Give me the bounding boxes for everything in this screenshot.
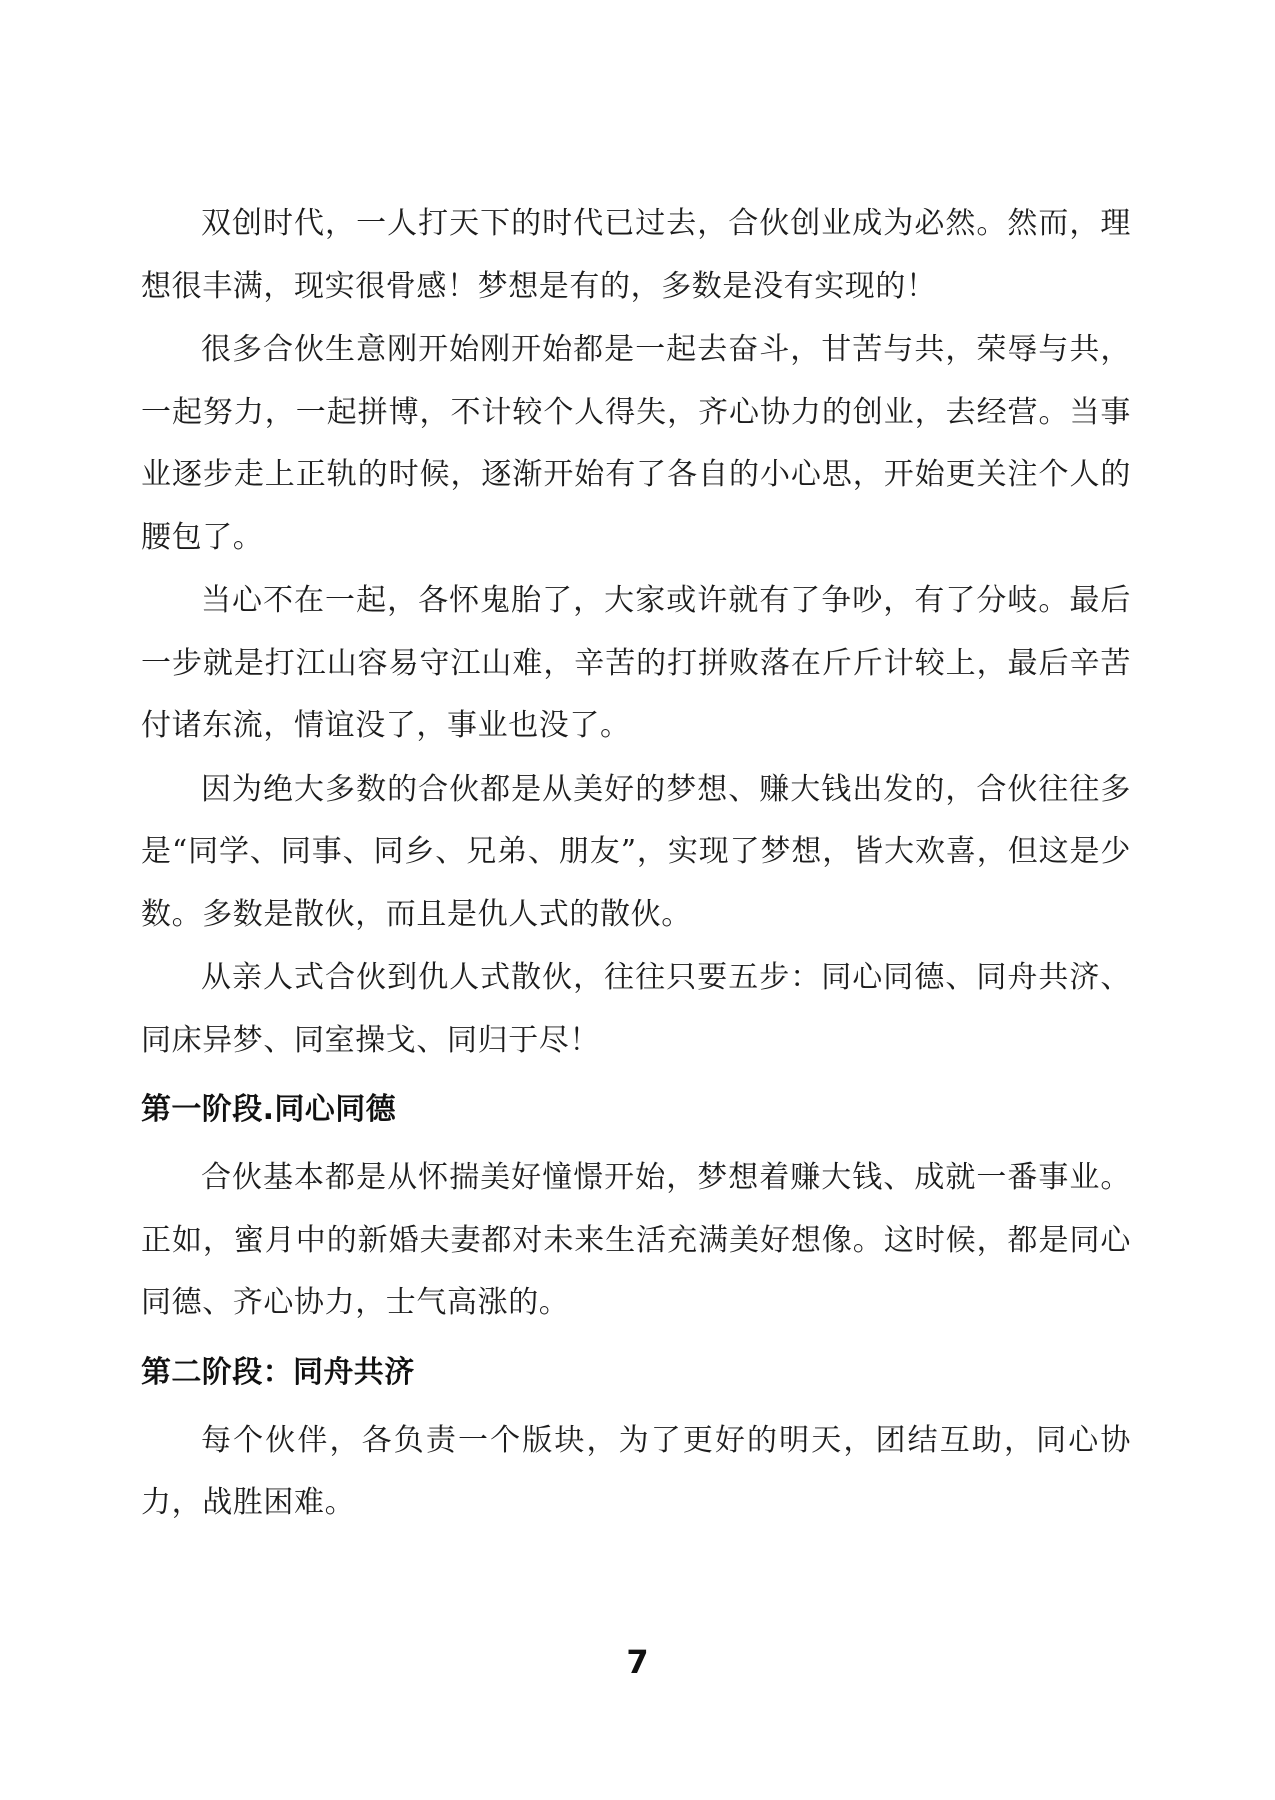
page-body — [141, 193, 1131, 1536]
section-1-heading: 第一阶段.同心同德 — [141, 1092, 396, 1127]
intro-paragraph-2: 很多合伙生意刚开始刚开始都是一起去奋斗，甘苦与共，荣辱与共，一起努力，一起拼博，不计较个人得失，齐心协力的创业，去经营。当事业逐步走上正轨的时候，逐渐开始有了各自的小心思，开始更关注个人的腰包了。 — [141, 332, 1131, 555]
intro-paragraph-5: 从亲人式合伙到仇人式散伙，往往只要五步：同心同德、同舟共济、同床异梦、同室操戈、同归于尽！ — [141, 960, 1131, 1058]
section-1-paragraph: 合伙基本都是从怀揣美好憧憬开始，梦想着赚大钱、成就一番事业。正如，蜜月中的新婚夫妻都对未来生活充满美好想像。这时候，都是同心同德、齐心协力，士气高涨的。 — [141, 1160, 1131, 1320]
intro-paragraph-3: 当心不在一起，各怀鬼胎了，大家或许就有了争吵，有了分岐。最后一步就是打江山容易守江山难，辛苦的打拼败落在斤斤计较上，最后辛苦付诸东流，情谊没了，事业也没了。 — [141, 583, 1131, 743]
section-2-paragraph: 每个伙伴，各负责一个版块，为了更好的明天，团结互助，同心协力，战胜困难。 — [141, 1422, 1131, 1520]
intro-paragraph-4: 因为绝大多数的合伙都是从美好的梦想、赚大钱出发的，合伙往往多是“同学、同事、同乡、兄弟、朋友”，实现了梦想，皆大欢喜，但这是少数。多数是散伙，而且是仇人式的散伙。 — [141, 771, 1131, 932]
intro-paragraph-1: 双创时代，一人打天下的时代已过去，合伙创业成为必然。然而，理想很丰满，现实很骨感！梦想是有的，多数是没有实现的！ — [141, 206, 1131, 304]
page-number: 7 — [626, 1643, 649, 1681]
section-2-heading: 第二阶段：同舟共济 — [141, 1354, 415, 1390]
